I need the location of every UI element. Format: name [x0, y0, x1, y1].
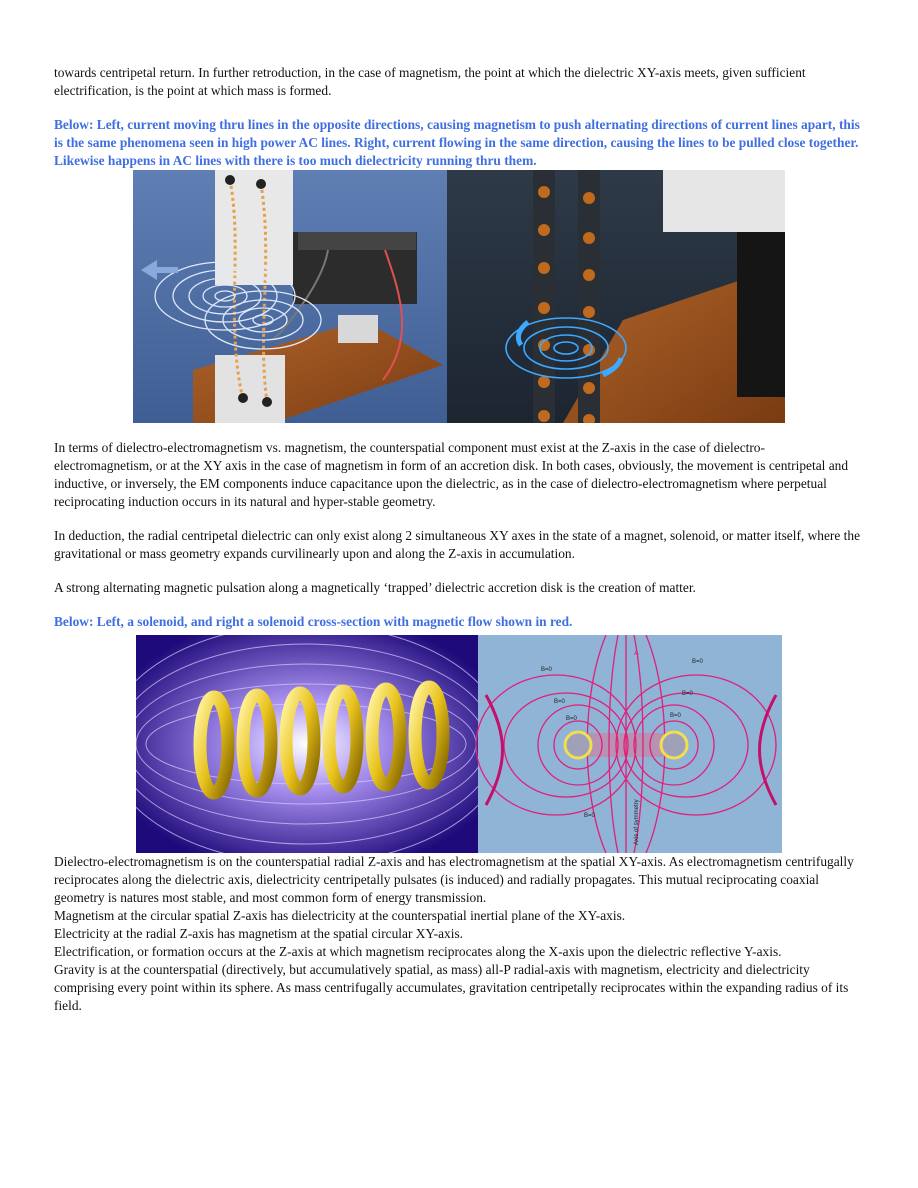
b0-label: B=0 [566, 716, 577, 722]
left-panel-opposite-current [133, 170, 447, 423]
paragraph-deduction: In deduction, the radial centripetal dielectric can only exist along 2 simultaneous XY axes in the state of a magnet, solenoid, or matter itself, where the gravitational or mass geometry expands curvilinearly upon and along the Z-axis in accumulation. [54, 528, 861, 561]
paragraph-intro: towards centripetal return. In further retroduction, in the case of magnetism, the point at which the dielectric XY-axis meets, given sufficient electrification, is the point at which mass is formed. [54, 65, 806, 98]
b0-label: B=0 [692, 659, 703, 665]
paragraph-dielectro-vs-magnetism: In terms of dielectro-electromagnetism vs. magnetism, the counterspatial component must exist at the Z-axis in the case of dielectro-electromagnetism, or at the XY axis in the case of magnetism in form of an accretion disk. In both cases, obviously, the movement is centripetal and inductive, or inversely, the EM components induce capacitance upon the dielectric, as in the case of dielectro-electromagnetism where perpetual reciprocating induction occurs in its natural and hyper-stable geometry. [54, 440, 849, 509]
paragraph-matter-creation: A strong alternating magnetic pulsation along a magnetically ‘trapped’ dielectric accretion disk is the creation of matter. [54, 580, 696, 595]
a-label: A [634, 650, 639, 657]
right-panel-same-current [447, 170, 785, 423]
b0-label: B=0 [584, 813, 595, 819]
paragraph-gravity: Gravity is at the counterspatial (directively, but accumulatively spatial, as mass) all-P radial-axis with magnetism, electricity and dielectricity comprising every point within its sphere. As mass centrifugally accumulates, gravitation centripetally reciprocates within the expanding radius of its field. [54, 962, 849, 1013]
axis-of-symmetry-label: Axis of symmetry [634, 799, 640, 845]
paragraph-electricity: Electricity at the radial Z-axis has magnetism at the spatial circular XY-axis. [54, 926, 464, 941]
caption-figure-2: Below: Left, a solenoid, and right a solenoid cross-section with magnetic flow shown in red. [54, 614, 573, 629]
solenoid-cross-section [476, 635, 782, 853]
paragraph-magnetism: Magnetism at the circular spatial Z-axis has dielectricity at the counterspatial inertial plane of the XY-axis. [54, 908, 626, 923]
solenoid-3d-view [136, 635, 506, 853]
figure-solenoid [136, 635, 782, 853]
b0-label: B=0 [554, 699, 565, 705]
document-page [54, 64, 862, 1015]
b0-label: B=0 [541, 667, 552, 673]
figure-current-lines [133, 170, 785, 423]
paragraph-electrification: Electrification, or formation occurs at the Z-axis at which magnetism reciprocates along the X-axis upon the dielectric reflective Y-axis. [54, 944, 782, 959]
caption-figure-1: Below: Left, current moving thru lines in the opposite directions, causing magnetism to push alternating directions of current lines apart, this is the same phenomena seen in high power AC lines. Right, current flowing in the same direction, causing the lines to be pulled close together. Likewise happens in AC lines with there is too much dielectricity running thru them. [54, 117, 860, 168]
b0-label: B=0 [670, 713, 681, 719]
paragraph-dielectro-electromagnetism: Dielectro-electromagnetism is on the counterspatial radial Z-axis and has electromagnetism at the spatial XY-axis. As electromagnetism centrifugally reciprocates along the dielectric axis, dielectricity centripetally pulsates (is induced) and radially propagates. This mutual reciprocating coaxial geometry is natures most stable, and most common form of energy transmission. [54, 854, 854, 905]
b0-label: B=0 [682, 691, 693, 697]
